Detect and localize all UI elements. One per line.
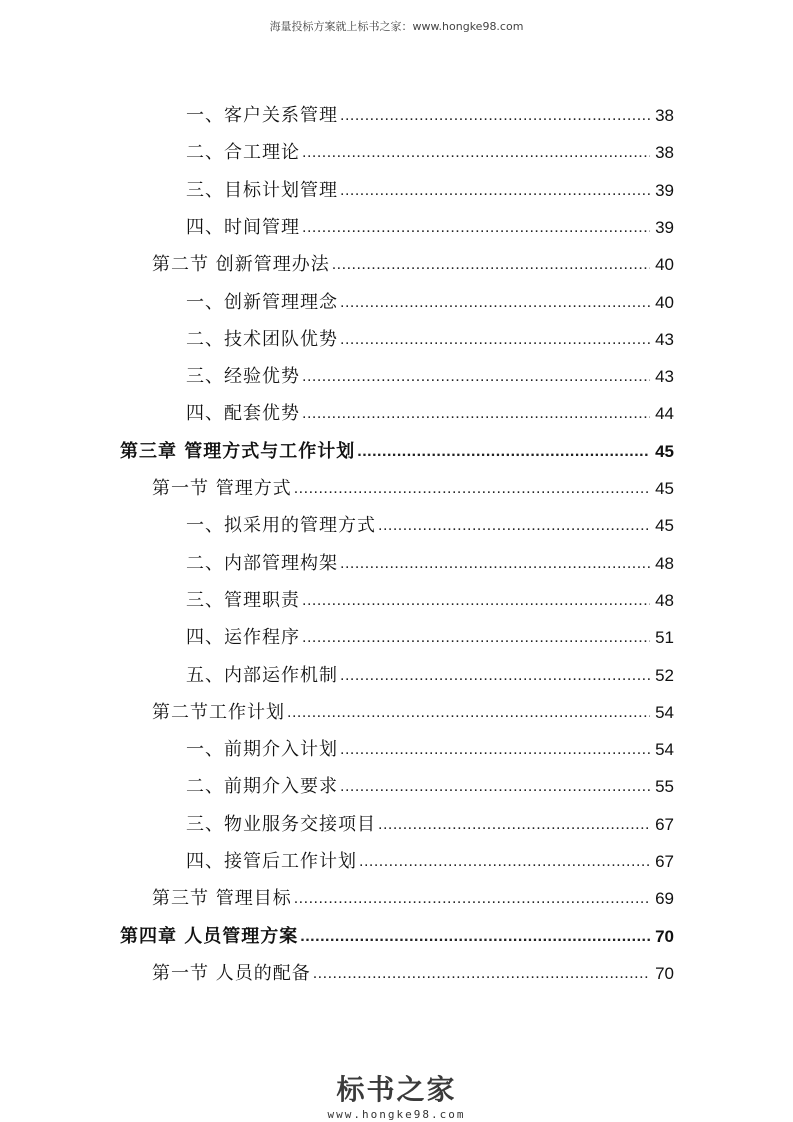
toc-entry-page-number: 67 — [655, 852, 674, 871]
toc-entry-title: 五、内部运作机制 — [186, 664, 338, 686]
logo-text: 标书之家 — [336, 1073, 457, 1106]
toc-dot-leader — [302, 141, 650, 165]
toc-entry[interactable] — [152, 249, 674, 277]
toc-entry-page-number: 54 — [655, 740, 674, 760]
toc-entry-page-number: 43 — [655, 367, 674, 387]
toc-entry-page-number: 48 — [655, 553, 674, 573]
footer-logo — [0, 1068, 793, 1121]
toc-entry[interactable] — [186, 212, 674, 240]
toc-dot-leader — [294, 887, 650, 911]
toc-entry[interactable] — [186, 660, 674, 688]
toc-dot-leader — [300, 925, 650, 949]
toc-entry-title: 三、经验优势 — [186, 366, 300, 388]
toc-entry-page-number: 39 — [655, 180, 674, 200]
toc-dot-leader — [340, 738, 650, 762]
toc-entry[interactable] — [186, 100, 674, 128]
toc-entry-page-number: 45 — [655, 441, 674, 461]
toc-dot-leader — [359, 850, 650, 874]
toc-entry-page-number: 43 — [655, 329, 674, 349]
toc-entry[interactable] — [186, 622, 674, 650]
page-header: 海量投标方案就上标书之家：www.hongke98.com — [269, 20, 524, 33]
toc-entry-page-number: 54 — [655, 702, 674, 722]
toc-entry-page-number: 38 — [655, 143, 674, 163]
toc-entry-title: 四、运作程序 — [186, 627, 300, 649]
toc-entry[interactable] — [186, 510, 674, 538]
toc-entry-page-number: 70 — [655, 926, 674, 946]
toc-dot-leader — [302, 626, 650, 650]
toc-dot-leader — [378, 514, 650, 538]
toc-entry[interactable] — [152, 697, 674, 725]
toc-entry-title: 一、创新管理理念 — [186, 291, 338, 313]
toc-entry[interactable] — [186, 398, 674, 426]
toc-dot-leader — [340, 552, 650, 576]
toc-entry-title: 第三节 管理目标 — [152, 888, 292, 910]
toc-entry[interactable] — [186, 175, 674, 203]
toc-entry-page-number: 67 — [655, 814, 674, 834]
toc-entry-page-number: 45 — [655, 516, 674, 536]
toc-entry-page-number: 44 — [655, 404, 674, 424]
toc-entry-title: 第四章 人员管理方案 — [120, 925, 299, 947]
toc-entry-page-number: 55 — [655, 777, 674, 797]
toc-entry[interactable] — [152, 473, 674, 501]
toc-entry[interactable] — [186, 287, 674, 315]
toc-dot-leader — [287, 701, 650, 725]
toc-entry-title: 一、前期介入计划 — [186, 739, 338, 761]
toc-dot-leader — [332, 253, 650, 277]
toc-entry-page-number: 45 — [655, 479, 674, 498]
toc-entry-page-number: 38 — [655, 106, 674, 125]
toc-entry[interactable] — [186, 585, 674, 613]
toc-entry[interactable] — [120, 921, 674, 949]
toc-entry[interactable] — [186, 324, 674, 352]
toc-dot-leader — [340, 328, 650, 352]
toc-entry-title: 三、物业服务交接项目 — [186, 813, 376, 835]
toc-dot-leader — [340, 104, 650, 128]
toc-entry-title: 一、客户关系管理 — [186, 105, 338, 126]
toc-entry-title: 三、目标计划管理 — [186, 179, 338, 201]
toc-entry[interactable] — [152, 883, 674, 911]
toc-entry-page-number: 51 — [655, 628, 674, 648]
toc-entry[interactable] — [186, 846, 674, 874]
toc-entry[interactable] — [186, 809, 674, 837]
toc-entry-title: 四、时间管理 — [186, 216, 300, 238]
toc-entry-title: 三、管理职责 — [186, 589, 300, 611]
toc-dot-leader — [302, 589, 650, 613]
toc-entry-page-number: 40 — [655, 292, 674, 312]
toc-dot-leader — [340, 775, 650, 799]
toc-entry-page-number: 40 — [655, 255, 674, 275]
toc-dot-leader — [357, 440, 650, 464]
toc-entry-page-number: 69 — [655, 889, 674, 909]
toc-dot-leader — [340, 291, 650, 315]
toc-entry-page-number: 39 — [655, 217, 674, 237]
toc-dot-leader — [313, 962, 650, 986]
toc-dot-leader — [294, 477, 650, 501]
toc-entry[interactable] — [186, 548, 674, 576]
toc-dot-leader — [302, 216, 650, 240]
toc-entry[interactable] — [186, 137, 674, 165]
toc-entry-title: 二、内部管理构架 — [186, 552, 338, 574]
toc-entry-title: 第一节 管理方式 — [152, 478, 292, 499]
toc-entry-title: 第二节 创新管理办法 — [152, 254, 330, 276]
toc-entry-title: 四、配套优势 — [186, 403, 300, 425]
toc-entry-page-number: 52 — [655, 665, 674, 685]
toc-dot-leader — [302, 402, 650, 426]
toc-entry-title: 第一节 人员的配备 — [152, 962, 311, 984]
toc-dot-leader — [340, 664, 650, 688]
toc-entry[interactable] — [186, 771, 674, 799]
toc-entry-title: 二、技术团队优势 — [186, 328, 338, 350]
toc-entry-title: 第二节工作计划 — [152, 701, 285, 723]
toc-entry-page-number: 70 — [655, 963, 674, 983]
toc-entry[interactable] — [186, 361, 674, 389]
toc-entry-title: 一、拟采用的管理方式 — [186, 515, 376, 537]
toc-dot-leader — [340, 179, 650, 203]
toc-entry[interactable] — [120, 436, 674, 464]
toc-entry-title: 二、合工理论 — [186, 142, 300, 164]
toc-entry-title: 第三章 管理方式与工作计划 — [120, 440, 356, 462]
toc-entry[interactable] — [186, 734, 674, 762]
toc-entry-title: 四、接管后工作计划 — [186, 851, 357, 872]
toc-entry[interactable] — [152, 958, 674, 986]
toc-entry-page-number: 48 — [655, 590, 674, 610]
logo-url: www.hongke98.com — [327, 1108, 466, 1121]
toc-entry-title: 二、前期介入要求 — [186, 776, 338, 798]
toc-dot-leader — [302, 365, 650, 389]
toc-dot-leader — [378, 813, 650, 837]
